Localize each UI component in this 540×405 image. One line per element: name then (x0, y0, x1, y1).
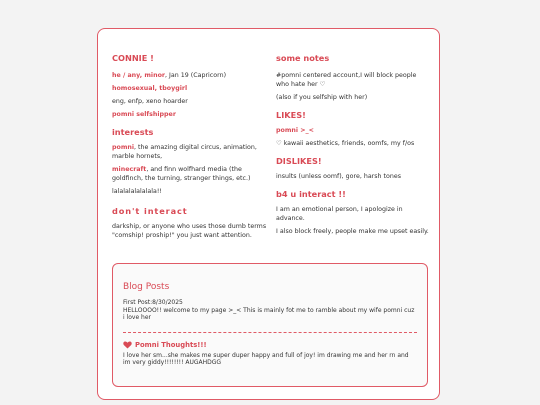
dont-interact-text: darkship, or anyone who uses those dumb terms "comship! proship!" you just want attention. (112, 223, 267, 239)
interest-3: lalalalalalalala!! (112, 188, 162, 195)
likes-accent: pomni >_< (276, 127, 314, 134)
note-2: (also if you selfship with her) (276, 94, 368, 101)
post-2-title (123, 341, 417, 349)
interest-2-accent: minecraft (112, 166, 147, 173)
likes-text: ♡ kawaii aesthetics, friends, oomfs, my f/os (276, 140, 415, 147)
interests-heading: interests (112, 127, 154, 137)
dislikes-text: insults (unless oomf), gore, harsh tones (276, 173, 402, 180)
birthday: , Jan 19 (Capricorn) (165, 72, 227, 79)
traits: eng, enfp, xeno hoarder (112, 98, 188, 105)
interest-1-text: , the amazing digital circus, animation, marble hornets, (112, 144, 257, 160)
interest-1 (112, 143, 272, 161)
pronouns-line (112, 71, 272, 80)
dont-interact-heading: don't interact (112, 206, 188, 216)
interest-2 (112, 165, 272, 183)
profile-card (97, 28, 440, 400)
blog-title: Blog Posts (123, 282, 170, 292)
note-1: #pomni centered account,I will block people who hate her ♡ (276, 72, 417, 88)
blog-posts-panel (112, 263, 428, 387)
b4-interact-heading: b4 u interact !! (276, 189, 346, 199)
orientation: homosexual, tboygirl (112, 85, 188, 92)
left-column (112, 53, 272, 244)
profile-name: CONNIE ! (112, 53, 154, 63)
right-column (276, 53, 431, 240)
pronouns: he / any, minor (112, 72, 166, 79)
shipper-tag: pomni selfshipper (112, 111, 176, 118)
interest-2-text: , and finn wolfhard media (the goldfinch, the turning, stranger things, etc.) (112, 166, 251, 182)
post-1-text: HELLOOOO!! welcome to my page >_< This is mainly fot me to ramble about my wife pomni cuz i love her (123, 306, 415, 321)
post-2-text: I love her sm...she makes me super duper happy and full of joy! im drawing me and her rn and im very giddy!!!!!!!! AUGAHDGG (123, 351, 409, 366)
post-divider (123, 332, 417, 333)
dislikes-heading: DISLIKES! (276, 156, 322, 166)
post-1-date: First Post:8/30/2025 (123, 299, 183, 306)
b4-text-2: I also block freely, people make me upset easily. (276, 228, 429, 235)
post-2-title-text: Pomni Thoughts!!! (135, 340, 207, 349)
interest-1-accent: pomni (112, 144, 135, 151)
b4-text-1: I am an emotional person, I apologize in advance. (276, 206, 403, 222)
heart-icon (123, 341, 132, 349)
notes-heading: some notes (276, 53, 330, 63)
likes-heading: LIKES! (276, 110, 306, 120)
